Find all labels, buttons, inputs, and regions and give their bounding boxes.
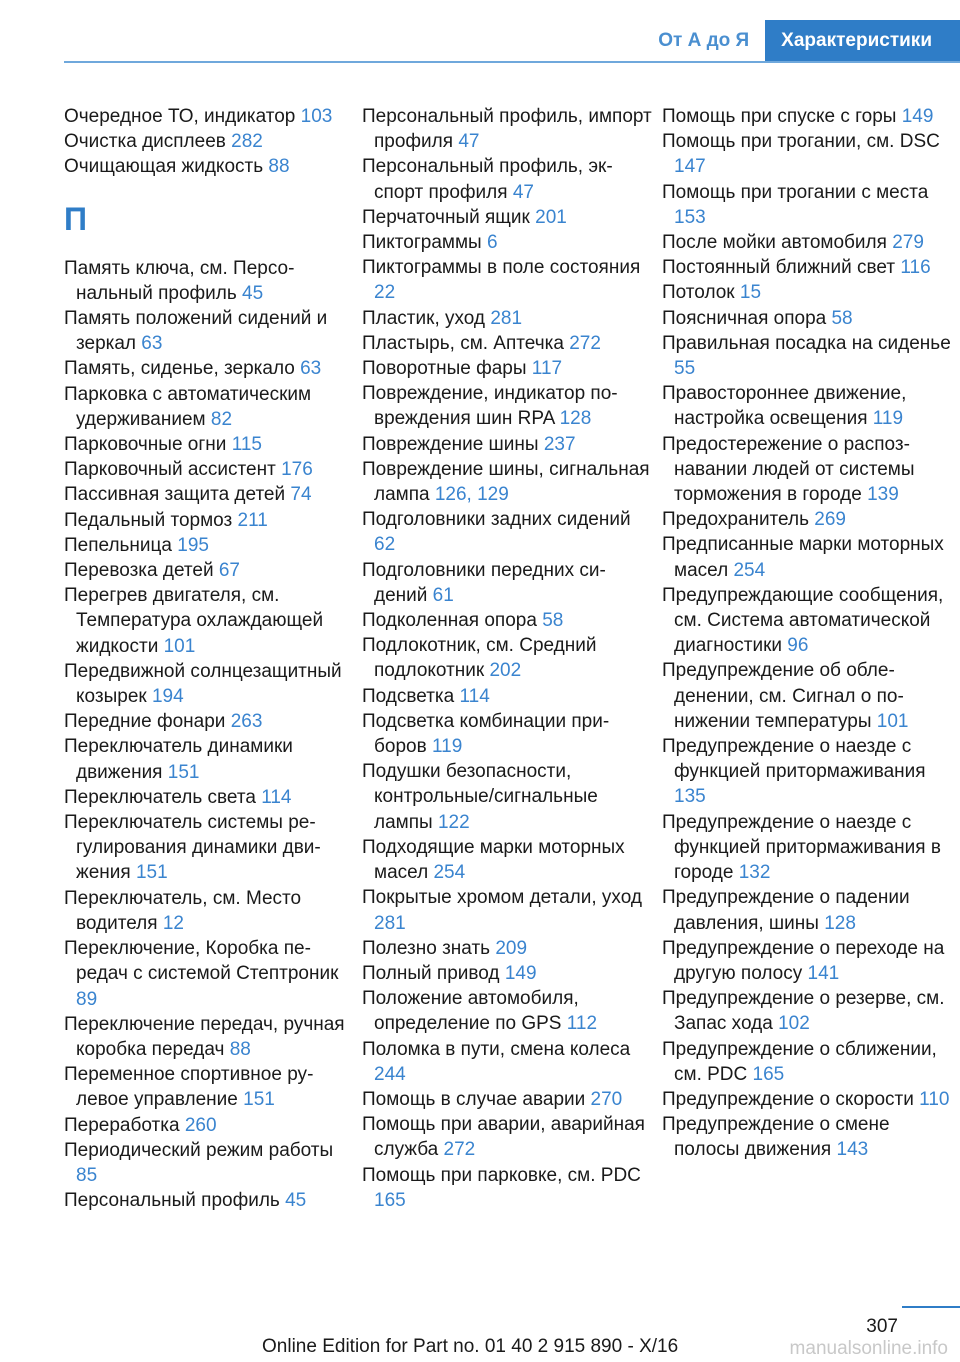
page-reference-link[interactable]: 58 (831, 307, 853, 329)
page-reference-link[interactable]: 116 (900, 257, 931, 279)
page-reference-link[interactable]: 176 (281, 459, 313, 481)
index-column-3 (662, 104, 952, 1163)
page-reference-link[interactable]: 112 (566, 1013, 598, 1035)
entry-term: Поясничная опора (662, 307, 827, 329)
page-reference-link[interactable]: 272 (569, 332, 601, 354)
index-entry (662, 280, 952, 305)
entry-term: Помощь при трогании, см. DSC (662, 131, 940, 153)
entry-term: Предохранитель (662, 509, 809, 531)
entry-term: Правостороннее движение, настройка освещения (662, 383, 907, 430)
index-group-post (64, 256, 354, 1214)
index-entry (662, 230, 952, 255)
index-entry (64, 256, 354, 306)
page-reference-link[interactable]: 110 (919, 1088, 950, 1110)
index-entry (64, 432, 354, 457)
page-reference-link[interactable]: 153 (674, 206, 706, 228)
entry-term: Персональный профиль (64, 1190, 280, 1212)
page-reference-link[interactable]: 15 (739, 282, 762, 304)
entry-term: Повреждение шины (362, 433, 539, 455)
index-entry (362, 608, 652, 633)
index-entry (362, 230, 652, 255)
page-reference-link[interactable]: 114 (459, 685, 490, 707)
entry-term: Очищающая жидкость (64, 156, 264, 178)
page-reference-link[interactable]: 55 (674, 358, 696, 380)
index-entry (64, 104, 354, 129)
page-header (642, 20, 960, 62)
index-entry (662, 255, 952, 280)
entry-term: Переключение передач, ручная коробка передач (64, 1013, 345, 1060)
entry-term: Положение автомобиля, определение по GPS (362, 988, 579, 1035)
entry-term: Переключатель динамики движения (64, 736, 293, 783)
index-entry (362, 1087, 652, 1112)
index-entry (362, 684, 652, 709)
index-entry (64, 936, 354, 1012)
entry-term: Предупреждение об обледенении, см. Сигнал о понижении температуры (662, 660, 904, 732)
footer-divider (902, 1306, 960, 1308)
page-reference-link[interactable]: 281 (490, 307, 523, 329)
page-reference-link[interactable]: 151 (167, 761, 200, 783)
page-reference-link[interactable]: 96 (787, 635, 809, 657)
index-entry (662, 104, 952, 129)
page-reference-link[interactable]: 139 (867, 484, 899, 506)
entry-term: Подголовники передних сидений (362, 559, 606, 606)
page-reference-link[interactable]: 282 (231, 131, 263, 153)
index-entry (362, 1163, 652, 1213)
page-reference-link[interactable]: 132 (738, 862, 771, 884)
page-reference-link[interactable]: 61 (432, 584, 454, 606)
entry-term: Полезно знать (362, 937, 491, 959)
page-reference-link[interactable]: 149 (504, 962, 537, 984)
page-number: 307 (866, 1316, 898, 1337)
index-entry (662, 129, 952, 179)
index-entry (64, 382, 354, 432)
index-entry (662, 507, 952, 532)
page-reference-link[interactable]: 119 (872, 408, 904, 430)
page-reference-link[interactable]: 85 (76, 1164, 98, 1186)
entry-term: Правильная посадка на сиденье (662, 332, 951, 354)
index-entry (662, 1087, 952, 1112)
index-entry (64, 810, 354, 886)
page-reference-link[interactable]: 165 (374, 1189, 406, 1211)
entry-term: Очередное ТО, индикатор (64, 106, 296, 127)
index-entry (64, 356, 354, 381)
page-reference-link[interactable]: 281 (374, 912, 406, 934)
entry-term: Пластырь, см. Аптечка (362, 332, 564, 354)
page-reference-link[interactable]: 6 (486, 232, 498, 254)
index-entry (362, 633, 652, 683)
index-entry (64, 154, 354, 179)
entry-term: Переменное спортивное рулевое управление (64, 1064, 314, 1111)
index-entry (662, 986, 952, 1036)
entry-term: Память, сиденье, зеркало (64, 358, 295, 380)
index-entry (64, 583, 354, 659)
page-reference-link[interactable]: 260 (184, 1114, 217, 1136)
page-reference-link[interactable]: 45 (285, 1190, 307, 1212)
entry-term: Педальный тормоз (64, 509, 233, 531)
page-reference-link[interactable]: 88 (268, 156, 290, 178)
entry-term: Предупреждение о наезде с функцией притормаживания (662, 736, 926, 783)
index-entry (662, 331, 952, 381)
entry-term: Перегрев двигателя, см. Температура охлаждающей жидкости (64, 585, 324, 657)
index-entry (362, 885, 652, 935)
index-column-1 (64, 104, 354, 1213)
index-entry (64, 508, 354, 533)
page-reference-link[interactable]: 194 (151, 686, 184, 708)
entry-term: Парковка с автоматическим удерживанием (64, 383, 312, 430)
entry-term: После мойки автомобиля (662, 232, 887, 254)
index-entry (362, 558, 652, 608)
index-entry (662, 583, 952, 659)
page-reference-link[interactable]: 47 (458, 131, 480, 153)
page-reference-link[interactable]: 115 (231, 434, 262, 456)
entry-term: Парковочный ассистент (64, 459, 276, 481)
page-reference-link[interactable]: 211 (237, 509, 268, 531)
entry-term: Предупреждение о переходе на другую полосу (662, 937, 945, 984)
index-entry (662, 432, 952, 508)
entry-term: Предупреждение о резерве, см. Запас хода (662, 988, 945, 1035)
index-entry (662, 1037, 952, 1087)
index-entry (64, 886, 354, 936)
index-entry (64, 1188, 354, 1213)
page-reference-link[interactable]: 202 (489, 660, 522, 682)
entry-term: Пассивная защита детей (64, 484, 286, 506)
page-reference-link[interactable]: 272 (443, 1139, 476, 1161)
entry-term: Память положений сидений и зеркал (64, 308, 328, 355)
index-entry (362, 154, 652, 204)
entry-term: Периодический режим работы (64, 1139, 334, 1161)
index-entry (362, 961, 652, 986)
page-reference-link[interactable]: 195 (177, 534, 209, 556)
index-column-2 (362, 104, 652, 1213)
index-entry (662, 658, 952, 734)
entry-term: Память ключа, см. Персональный профиль (64, 257, 295, 304)
page-reference-link[interactable]: 117 (531, 358, 563, 380)
page-reference-link[interactable]: 122 (437, 811, 470, 833)
index-entry (362, 432, 652, 457)
entry-term: Предупреждение о падении давления, шины (662, 887, 910, 934)
index-columns (64, 104, 951, 1264)
index-entry (362, 507, 652, 557)
index-entry (662, 936, 952, 986)
page-reference-link[interactable]: 149 (901, 106, 934, 127)
index-entry (64, 1138, 354, 1188)
entry-term: Подсветка комбинации приборов (362, 710, 610, 758)
index-entry (64, 558, 354, 583)
section-tab[interactable]: Характеристики (765, 20, 960, 62)
page-reference-link[interactable]: 135 (674, 786, 706, 808)
index-entry (662, 1112, 952, 1162)
page-reference-link[interactable]: 101 (163, 635, 196, 657)
page-reference-link[interactable]: 141 (807, 962, 840, 984)
page-reference-link[interactable]: 114 (261, 786, 292, 808)
index-entry (64, 533, 354, 558)
index-entry (362, 205, 652, 230)
page-reference-link[interactable]: 143 (836, 1139, 869, 1161)
entry-term: Предупреждающие сообщения, см. Система автоматической диагностики (662, 584, 944, 657)
entry-term: Переключатель света (64, 786, 256, 808)
index-entry (64, 785, 354, 810)
entry-term: Переключение, Коробка передач с системой Стептроник (64, 938, 339, 985)
index-entry (64, 709, 354, 734)
page-reference-link[interactable]: 82 (210, 408, 233, 430)
entry-term: Поворотные фары (362, 358, 527, 380)
index-entry (362, 381, 652, 431)
page-reference-link[interactable]: 147 (674, 156, 706, 178)
page-reference-link[interactable]: 45 (242, 282, 264, 304)
page-reference-link[interactable]: 126, 129 (434, 484, 509, 506)
index-entry (64, 457, 354, 482)
entry-term: Предупреждение о сближении, см. PDC (662, 1038, 937, 1085)
chapter-tab[interactable]: От А до Я (642, 20, 765, 62)
entry-term: Пиктограммы в поле состояния (362, 257, 641, 279)
index-entry (64, 306, 354, 356)
section-letter: П (64, 200, 87, 237)
page-reference-link[interactable]: 151 (243, 1089, 275, 1111)
index-entry (64, 1012, 354, 1062)
entry-term: Повреждение шины, сигнальная лампа (362, 458, 650, 506)
entry-term: Пепельница (64, 534, 172, 556)
entry-term: Подушки безопасности, контрольные/сигнальные лампы (362, 761, 598, 833)
index-entry (362, 709, 652, 759)
entry-term: Передвижной солнцезащитный козырек (64, 660, 342, 708)
entry-term: Подходящие марки моторных масел (362, 836, 625, 884)
entry-term: Предостережение о распознавании людей от системы торможения в городе (662, 433, 915, 506)
index-entry (362, 104, 652, 154)
index-entry (662, 180, 952, 230)
entry-term: Подколенная опора (362, 610, 537, 632)
index-entry (362, 1112, 652, 1162)
page-reference-link[interactable]: 58 (542, 610, 564, 632)
page-reference-link[interactable]: 279 (892, 232, 924, 254)
index-entry (662, 734, 952, 810)
index-entry (362, 457, 652, 507)
entry-term: Персональный профиль, импорт профиля (362, 106, 652, 153)
page-reference-link[interactable]: 151 (135, 862, 168, 884)
index-entry (662, 885, 952, 935)
page-reference-link[interactable]: 12 (162, 912, 184, 934)
index-entry (64, 734, 354, 784)
page-reference-link[interactable]: 201 (535, 206, 567, 228)
entry-term: Подголовники задних сидений (362, 509, 631, 531)
entry-term: Перчаточный ящик (362, 206, 530, 228)
entry-term: Переключатель системы регулирования динамики движения (64, 812, 321, 884)
page-reference-link[interactable]: 128 (824, 912, 856, 934)
entry-term: Помощь при спуске с горы (662, 106, 897, 127)
index-entry (362, 936, 652, 961)
index-entry (64, 659, 354, 709)
page-reference-link[interactable]: 165 (752, 1063, 785, 1085)
index-entry (362, 255, 652, 305)
page-reference-link[interactable]: 47 (512, 181, 534, 203)
entry-term: Парковочные огни (64, 434, 227, 456)
page-reference-link[interactable]: 22 (374, 282, 396, 304)
index-entry (362, 1037, 652, 1087)
page-reference-link[interactable]: 244 (374, 1063, 406, 1085)
index-entry (64, 1113, 354, 1138)
watermark: manualsonline.info (789, 1338, 948, 1359)
page-reference-link[interactable]: 119 (431, 736, 463, 758)
entry-term: Очистка дисплеев (64, 131, 226, 153)
page-reference-link[interactable]: 63 (141, 333, 163, 355)
entry-term: Помощь в случае аварии (362, 1088, 586, 1110)
entry-term: Повреждение, индикатор повреждения шин RPA (362, 383, 618, 430)
index-entry (362, 356, 652, 381)
entry-term: Постоянный ближний свет (662, 257, 896, 279)
entry-term: Перевозка детей (64, 560, 214, 582)
page-reference-link[interactable]: 269 (814, 509, 846, 531)
entry-term: Предупреждение о смене полосы движения (662, 1114, 890, 1161)
page-reference-link[interactable]: 102 (778, 1013, 810, 1035)
entry-term: Поломка в пути, смена колеса (362, 1038, 631, 1060)
index-group-pre (64, 104, 354, 180)
entry-term: Пиктограммы (362, 232, 482, 254)
entry-term: Предупреждение о скорости (662, 1088, 914, 1110)
page-reference-link[interactable]: 270 (590, 1088, 623, 1110)
index-entry (662, 381, 952, 431)
page-reference-link[interactable]: 209 (495, 937, 528, 959)
page-reference-link[interactable]: 254 (733, 559, 766, 581)
entry-term: Полный привод (362, 962, 500, 984)
page-reference-link[interactable]: 254 (433, 862, 466, 884)
page-reference-link[interactable]: 101 (876, 710, 909, 732)
page-reference-link[interactable]: 88 (229, 1038, 251, 1060)
entry-term: Подсветка (362, 685, 455, 707)
entry-term: Помощь при парковке, см. PDC (362, 1164, 641, 1186)
index-entry (362, 759, 652, 835)
index-entry (362, 835, 652, 885)
entry-term: Помощь при трогании с места (662, 181, 929, 203)
entry-term: Пластик, уход (362, 307, 486, 329)
page-reference-link[interactable]: 89 (76, 988, 98, 1010)
entry-term: Передние фонари (64, 711, 226, 733)
header-divider (64, 61, 960, 63)
entry-term: Предписанные марки моторных масел (662, 534, 944, 581)
index-entry (64, 1062, 354, 1112)
entry-term: Предупреждение о наезде с функцией притормаживания в городе (662, 811, 941, 884)
index-entry (662, 306, 952, 331)
entry-term: Переработка (64, 1114, 180, 1136)
index-entry (362, 986, 652, 1036)
entry-term: Подлокотник, см. Средний подлокотник (362, 635, 597, 682)
edition-note: Online Edition for Part no. 01 40 2 915 890 - X/16 (262, 1336, 679, 1357)
page-reference-link[interactable]: 103 (300, 106, 333, 127)
page-reference-link[interactable]: 63 (300, 358, 322, 380)
entry-term: Переключатель, см. Место водителя (64, 887, 302, 934)
index-entry (64, 129, 354, 154)
index-entry (64, 482, 354, 507)
page-reference-link[interactable]: 263 (230, 711, 263, 733)
entry-term: Покрытые хромом детали, уход (362, 887, 642, 909)
page-reference-link[interactable]: 67 (218, 560, 240, 582)
index-entry (662, 532, 952, 582)
index-entry (362, 306, 652, 331)
page-reference-link[interactable]: 128 (559, 408, 592, 430)
entry-term: Помощь при аварии, аварийная служба (362, 1114, 645, 1161)
entry-term: Персональный профиль, экспорт профиля (362, 156, 613, 203)
index-entry (662, 810, 952, 886)
entry-term: Потолок (662, 282, 735, 304)
page-reference-link[interactable]: 74 (290, 484, 312, 506)
page-reference-link[interactable]: 237 (543, 433, 576, 455)
index-entry (362, 331, 652, 356)
page-reference-link[interactable]: 62 (374, 534, 396, 556)
